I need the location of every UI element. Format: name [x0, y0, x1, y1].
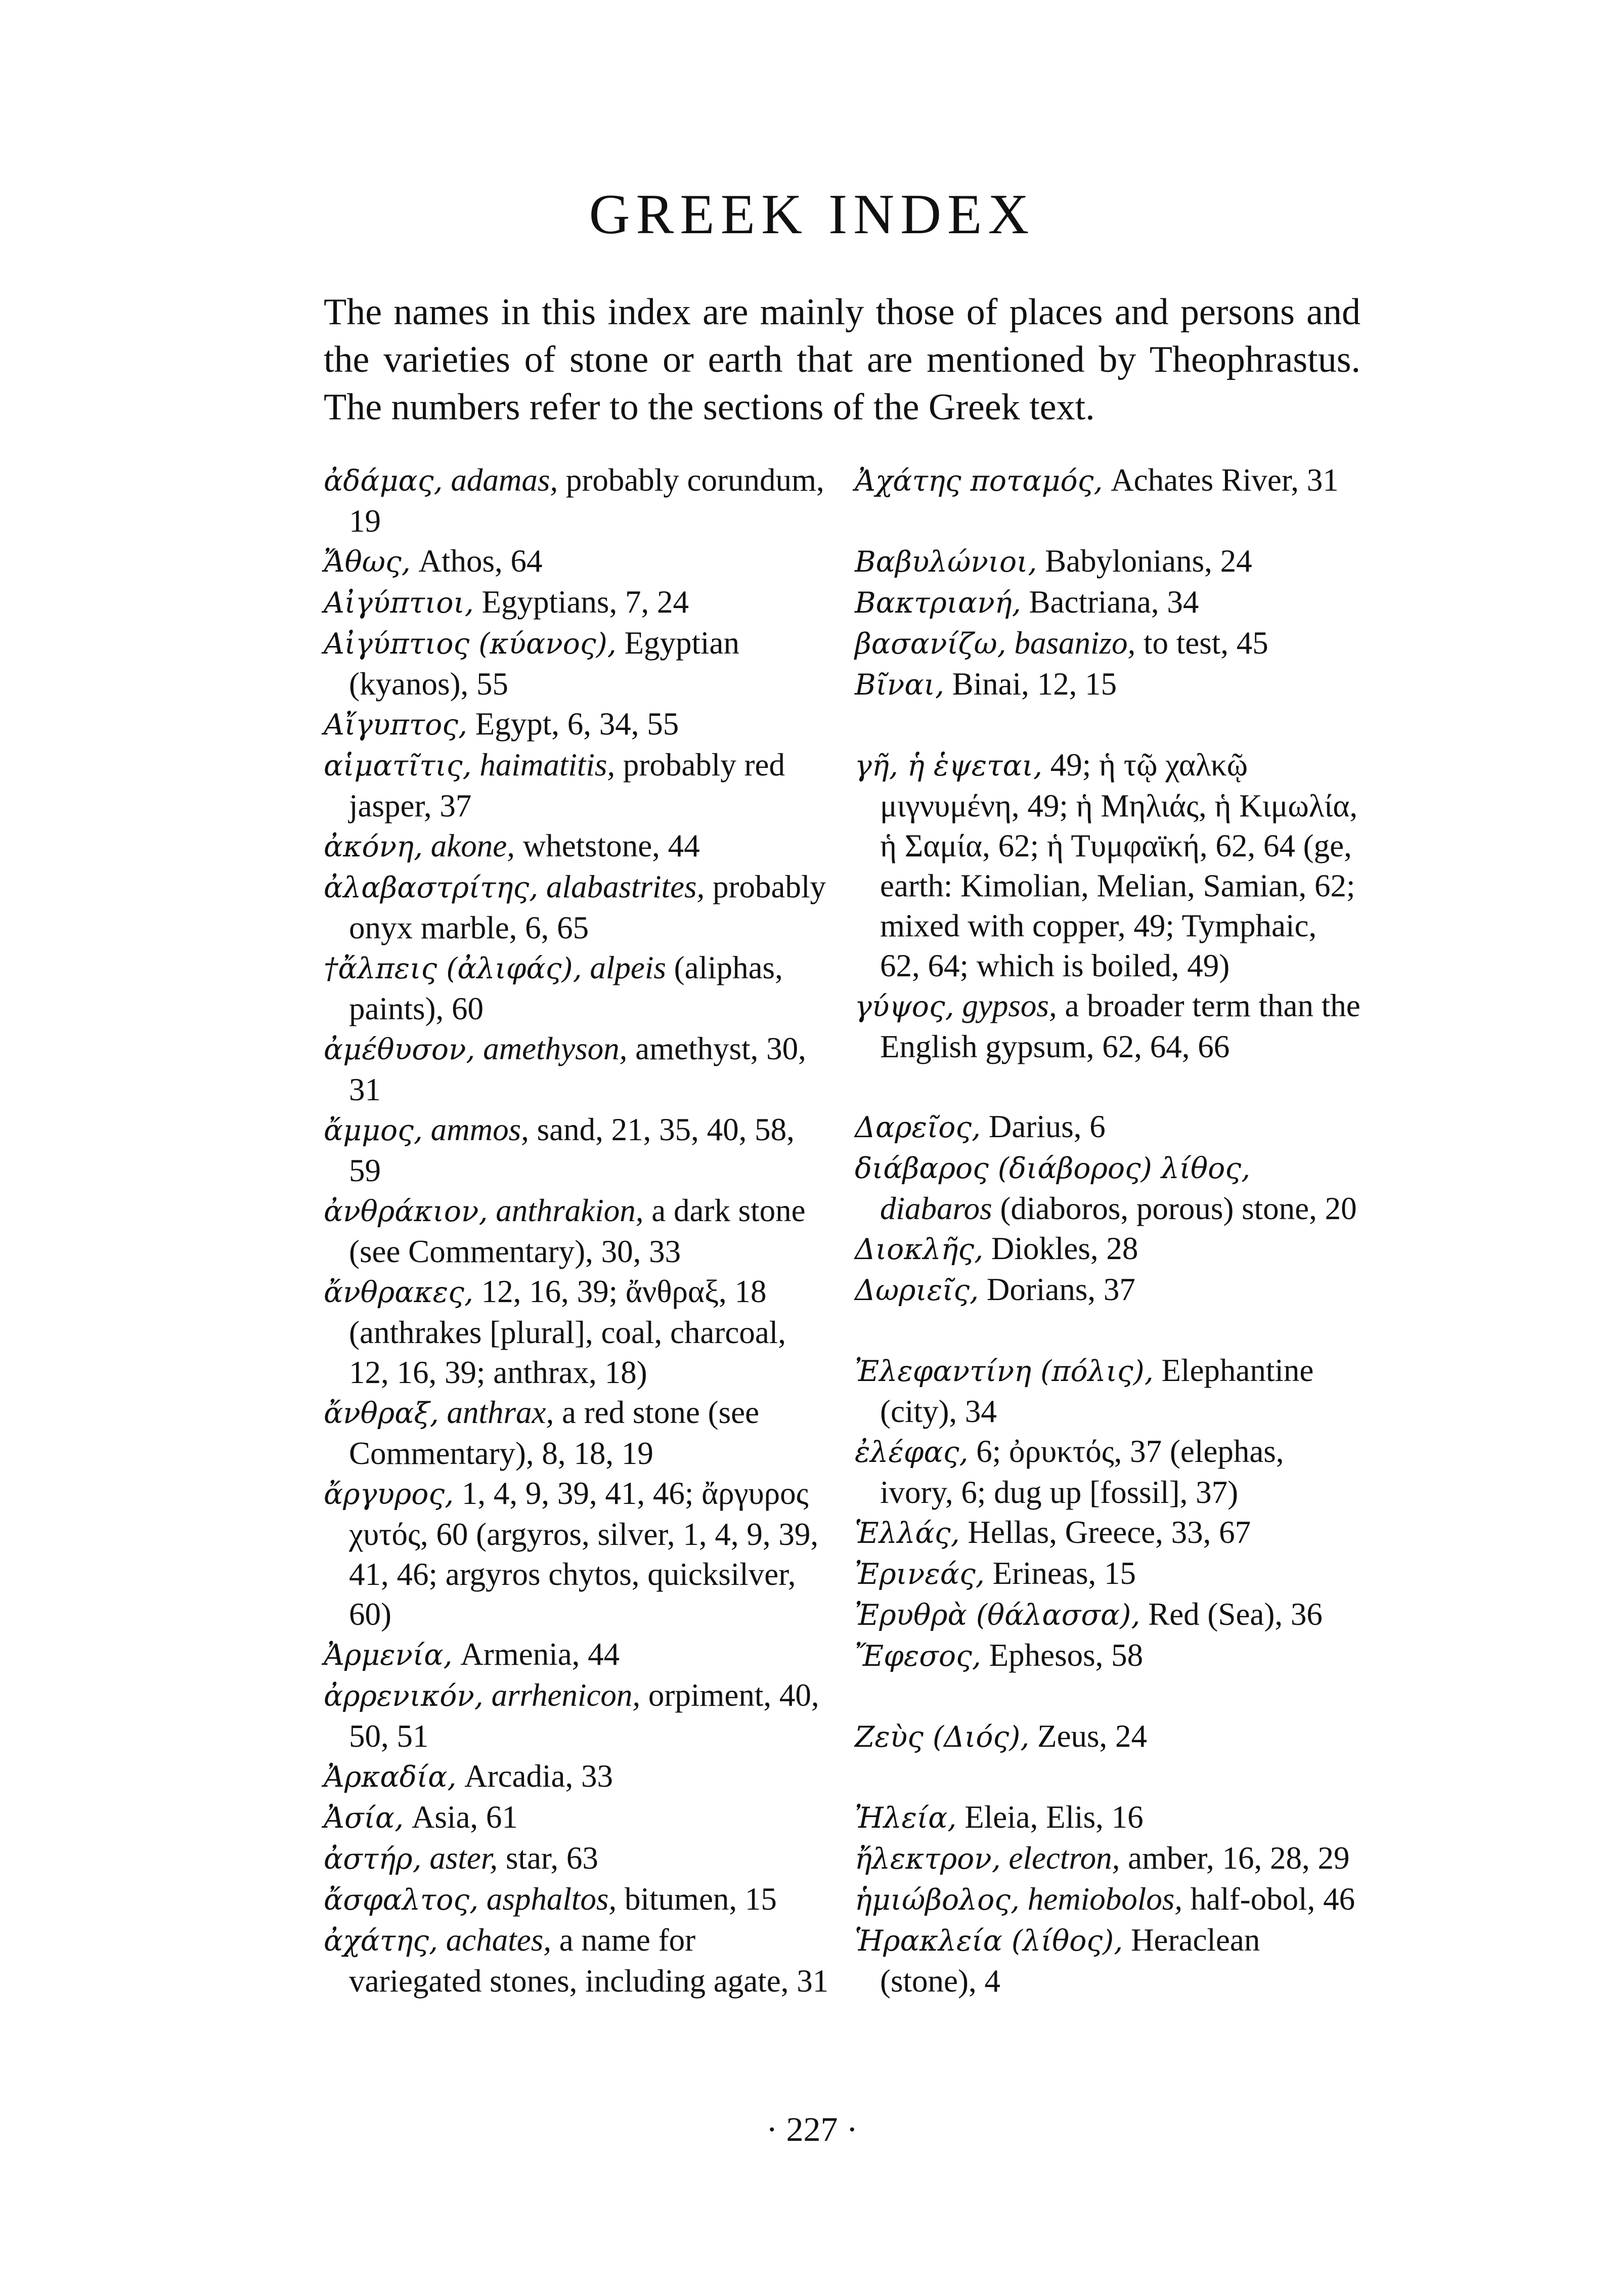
entry-text: Red (Sea), 36	[1140, 1597, 1323, 1632]
transliteration: alabastrites,	[546, 869, 705, 904]
greek-term: αἱματῖτις,	[324, 749, 472, 783]
entry-text: Dorians, 37	[979, 1272, 1135, 1307]
greek-term: Διοκλῆς,	[855, 1233, 984, 1266]
transliteration: basanizo,	[1014, 625, 1136, 661]
entry-text: Zeus, 24	[1029, 1718, 1148, 1754]
greek-term: ἀμέθυσον,	[324, 1033, 475, 1066]
greek-term: ἄργυρος,	[324, 1478, 454, 1511]
index-entry	[324, 1675, 829, 1756]
greek-term: ἐλέφας,	[855, 1436, 969, 1469]
entry-text: Heraclean (stone), 4	[880, 1922, 1260, 1999]
index-entry	[324, 867, 829, 948]
index-entry	[855, 1554, 1360, 1594]
entry-text: probably onyx marble, 6, 65	[349, 869, 826, 945]
index-entry	[855, 1716, 1360, 1757]
index-entry	[324, 1838, 829, 1879]
entry-text: 6; ὀρυκτός, 37 (elephas, ivory, 6; dug up [fossil], 37)	[880, 1434, 1284, 1510]
entry-text: Egyptian (kyanos), 55	[349, 625, 739, 702]
entry-text: a name for variegated stones, including agate, 31	[349, 1922, 829, 1999]
index-entry	[324, 1029, 829, 1110]
index-entry	[324, 1272, 829, 1393]
index-entry	[324, 1110, 829, 1191]
greek-term: Δαρεῖος,	[855, 1111, 981, 1144]
index-entry	[855, 664, 1360, 705]
entry-text: Armenia, 44	[452, 1636, 620, 1672]
entry-text: 12, 16, 39; ἄνθραξ, 18 (anthrakes [plural], coal, charcoal, 12, 16, 39; anthrax, 18)	[349, 1274, 786, 1390]
index-entry	[855, 1432, 1360, 1513]
index-entry	[855, 1513, 1360, 1554]
entry-text: Babylonians, 24	[1037, 543, 1252, 579]
transliteration: hemiobolos,	[1027, 1881, 1182, 1917]
greek-term: Βακτριανή,	[855, 586, 1021, 620]
index-entry	[324, 1879, 829, 1920]
index-entry	[855, 745, 1360, 986]
entry-text: amethyst, 30, 31	[349, 1031, 806, 1107]
entry-text: Bactriana, 34	[1021, 584, 1199, 620]
greek-term: Ἀχάτης ποταμός,	[855, 464, 1103, 498]
index-entry	[855, 460, 1360, 501]
greek-term: Ἐρινεάς,	[855, 1558, 985, 1591]
entry-text: Diokles, 28	[983, 1231, 1138, 1266]
greek-term: Ἑλλάς,	[855, 1517, 960, 1550]
greek-term: διάβαρος (διάβορος) λίθος,	[855, 1152, 1251, 1185]
index-entry	[855, 1270, 1360, 1311]
index-entry	[324, 623, 829, 704]
transliteration: ammos,	[430, 1112, 529, 1147]
index-entry	[324, 1634, 829, 1675]
greek-term: Αἰγύπτιος (κύανος),	[324, 627, 617, 661]
transliteration: amethyson,	[483, 1031, 628, 1066]
index-entry	[855, 1838, 1360, 1879]
index-entry	[324, 1393, 829, 1474]
transliteration: adamas,	[451, 462, 558, 498]
entry-text: (diaboros, porous) stone, 20	[992, 1191, 1357, 1226]
entry-text: whetstone, 44	[514, 828, 700, 864]
greek-term: Δωριεῖς,	[855, 1274, 979, 1307]
greek-term: Ἄθως,	[324, 545, 411, 579]
entry-text: Elephantine (city), 34	[880, 1353, 1314, 1429]
index-entry	[324, 948, 829, 1029]
index-entry	[324, 541, 829, 582]
greek-term: Ζεὺς (Διός),	[855, 1720, 1030, 1754]
entry-text: bitumen, 15	[617, 1881, 777, 1917]
index-entry	[324, 582, 829, 623]
transliteration: achates,	[446, 1922, 551, 1958]
index-entry	[855, 1351, 1360, 1432]
greek-term: ἡμιώβολος,	[855, 1883, 1020, 1917]
entry-text: Ephesos, 58	[981, 1637, 1144, 1673]
entry-text: Asia, 61	[404, 1799, 518, 1835]
index-entry	[855, 582, 1360, 623]
index-entry	[855, 1879, 1360, 1920]
transliteration: arrhenicon,	[491, 1677, 641, 1713]
index-entry	[324, 826, 829, 867]
entry-text: Egypt, 6, 34, 55	[467, 706, 679, 742]
greek-term: ἀρρενικόν,	[324, 1679, 484, 1713]
entry-text: Hellas, Greece, 33, 67	[959, 1515, 1251, 1550]
transliteration: aster,	[429, 1840, 498, 1876]
greek-term: ἀχάτης,	[324, 1924, 438, 1958]
index-entry	[855, 1229, 1360, 1270]
greek-term: ἄνθρακες,	[324, 1276, 473, 1309]
greek-term: ἀκόνη,	[324, 830, 423, 864]
transliteration: anthrax,	[447, 1395, 554, 1430]
transliteration: haimatitis,	[479, 747, 616, 783]
greek-term: Ἀσία,	[324, 1801, 404, 1835]
transliteration: akone,	[430, 828, 515, 864]
greek-term: Βῖναι,	[855, 668, 944, 702]
greek-term: Ἀρμενία,	[324, 1639, 453, 1672]
transliteration: alpeis	[590, 950, 666, 985]
entry-text: probably red jasper, 37	[349, 747, 785, 824]
index-entry	[324, 1797, 829, 1838]
entry-text: Binai, 12, 15	[944, 666, 1117, 702]
entry-text: orpiment, 40, 50, 51	[349, 1677, 819, 1754]
entry-text: 1, 4, 9, 39, 41, 46; ἄργυρος χυτός, 60 (argyros, silver, 1, 4, 9, 39, 41, 46; argyros chytos, quicksilver, 60)	[349, 1476, 819, 1632]
index-entry	[855, 1797, 1360, 1838]
entry-text: probably corundum, 19	[349, 462, 824, 539]
index-entry	[324, 1756, 829, 1797]
entry-text: Erineas, 15	[984, 1556, 1136, 1591]
greek-term: γῆ, ἡ ἑψεται,	[855, 749, 1043, 783]
entry-text: Egyptians, 7, 24	[473, 584, 689, 620]
entry-text: amber, 16, 28, 29	[1120, 1840, 1350, 1876]
greek-term: Ἠλεία,	[855, 1801, 957, 1835]
entry-text: a red stone (see Commentary), 8, 18, 19	[349, 1395, 760, 1471]
greek-term: Βαβυλώνιοι,	[855, 545, 1037, 579]
greek-term: Ἀρκαδία,	[324, 1760, 457, 1794]
entry-text: star, 63	[498, 1840, 598, 1876]
greek-term: ἄσφαλτος,	[324, 1883, 479, 1917]
greek-term: ἀδάμας,	[324, 464, 443, 498]
greek-term: Ἔφεσος,	[855, 1640, 981, 1673]
page-title: GREEK INDEX	[589, 183, 1035, 246]
index-entry	[324, 1920, 829, 2001]
page-number: · 227 ·	[766, 2110, 858, 2148]
index-entry	[855, 986, 1360, 1067]
transliteration: asphaltos,	[486, 1881, 617, 1917]
index-entry	[855, 1920, 1360, 2001]
index-entry	[855, 1148, 1360, 1229]
greek-term: †ἄλπεις (ἀλιφάς),	[324, 952, 582, 985]
index-column-left	[324, 460, 829, 2001]
index-column-right	[855, 460, 1360, 2001]
entry-text: (aliphas, paints), 60	[349, 950, 783, 1026]
transliteration: diabaros	[880, 1191, 992, 1226]
entry-text: Darius, 6	[981, 1109, 1106, 1144]
greek-term: Ἐλεφαντίνη (πόλις),	[855, 1355, 1154, 1388]
entry-text: 49; ἡ τῷ χαλκῷ μιγνυμένη, 49; ἡ Μηλιάς, ἡ Κιμωλία, ἡ Σαμία, 62; ἡ Τυμφαϊκή, 62, 64 (ge, earth: Kimolian, Melian, Samian, 62; mixed with copper, 49; Tymphaic, 62, 64; which is boiled, 49)	[880, 747, 1358, 983]
greek-term: Ἐρυθρὰ (θάλασσα),	[855, 1599, 1140, 1632]
index-entry	[855, 1635, 1360, 1676]
entry-text: to test, 45	[1135, 625, 1268, 661]
index-entry	[855, 1107, 1360, 1148]
index-entry	[855, 1594, 1360, 1635]
index-entry	[324, 460, 829, 541]
entry-text: sand, 21, 35, 40, 58, 59	[349, 1112, 795, 1188]
index-entry	[324, 1191, 829, 1272]
index-entry	[324, 704, 829, 745]
index-entry	[324, 1474, 829, 1634]
transliteration: gypsos,	[962, 988, 1057, 1023]
greek-term: ἀνθράκιον,	[324, 1195, 488, 1228]
index-entry	[324, 745, 829, 826]
index-entry	[855, 541, 1360, 582]
greek-term: ἤλεκτρον,	[855, 1842, 1001, 1876]
entry-text: Arcadia, 33	[456, 1758, 613, 1794]
greek-term: ἄμμος,	[324, 1114, 423, 1147]
transliteration: electron,	[1008, 1840, 1120, 1876]
entry-text: Eleia, Elis, 16	[956, 1799, 1144, 1835]
greek-term: γύψος,	[855, 990, 954, 1023]
greek-term: ἄνθραξ,	[324, 1397, 439, 1430]
greek-term: ἀλαβαστρίτης,	[324, 871, 539, 904]
greek-term: ἀστήρ,	[324, 1842, 422, 1876]
entry-text: Athos, 64	[410, 543, 543, 579]
index-entry	[855, 623, 1360, 664]
entry-text: a broader term than the English gypsum, 62, 64, 66	[880, 988, 1360, 1064]
transliteration: anthrakion,	[496, 1193, 644, 1228]
entry-text: Achates River, 31	[1103, 462, 1339, 498]
entry-text: half-obol, 46	[1182, 1881, 1355, 1917]
index-intro: The names in this index are mainly those of places and persons and the varieties of stone or earth that are mentioned by Theophrastus. The numbers refer to the sections of the Greek text.	[324, 291, 1360, 428]
greek-term: Ἡρακλεία (λίθος),	[855, 1924, 1123, 1958]
entry-text: a dark stone (see Commentary), 30, 33	[349, 1193, 806, 1269]
greek-term: Αἴγυπτος,	[324, 708, 468, 742]
greek-term: Αἰγύπτιοι,	[324, 586, 474, 620]
greek-term: βασανίζω,	[855, 627, 1006, 661]
